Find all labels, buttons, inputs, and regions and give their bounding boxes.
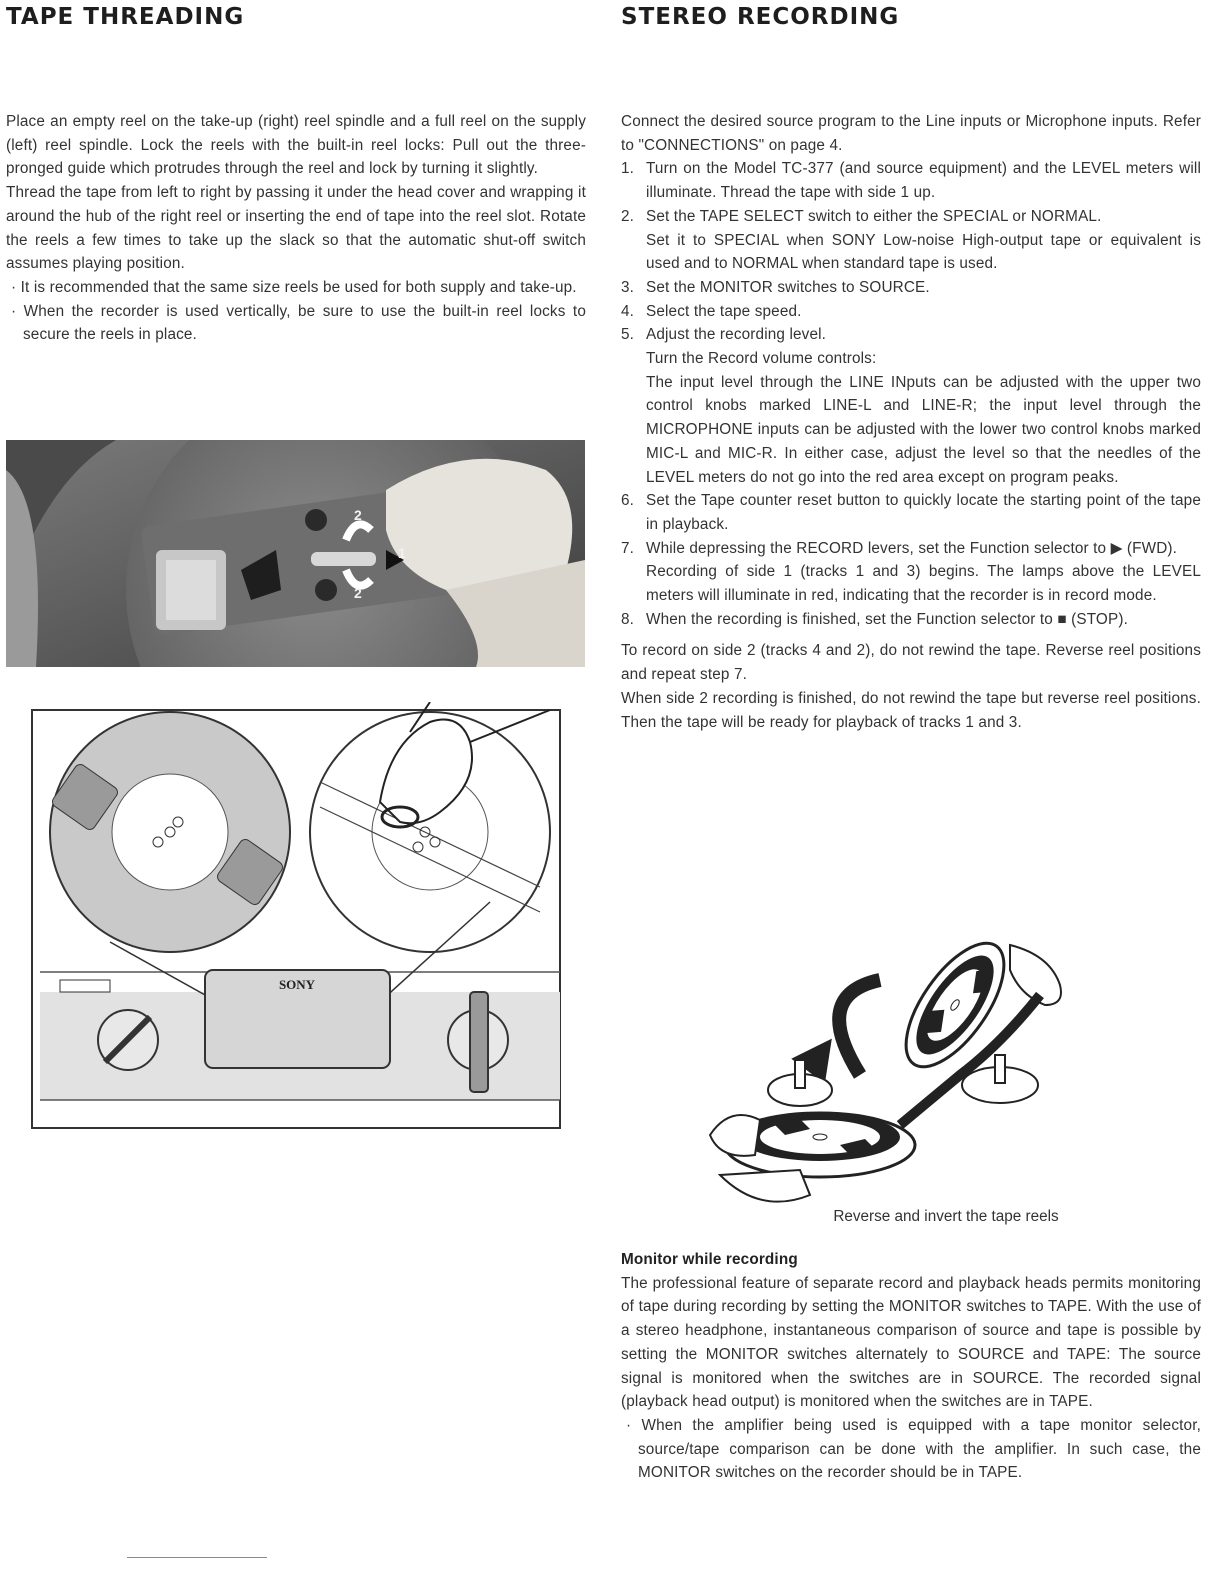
step-text: Set the Tape counter reset button to quickly locate the starting point of the tape in playback. [646, 492, 1201, 533]
step-text: Set the MONITOR switches to SOURCE. [646, 278, 930, 296]
step-text: Select the tape speed. [646, 302, 802, 320]
step-text: When the recording is finished, set the Function selector to ■ (STOP). [646, 610, 1128, 628]
bottom-rule [127, 1557, 267, 1558]
step-7-detail: Recording of side 1 (tracks 1 and 3) begins. The lamps above the LEVEL meters will illuminate in red, indicating that the recorder is in record mode. [646, 563, 1201, 605]
step-4 [621, 300, 1201, 324]
paragraph: Thread the tape from left to right by passing it under the head cover and wrapping it around the hub of the right reel or inserting the end of tape into the reel slot. Rotate the reels a few times to take up the slack so that the automatic shut-off switch assumes playing position. [6, 184, 586, 273]
step-number: 4. [621, 302, 635, 320]
photo-label-2-bottom: 2 [354, 585, 362, 601]
paragraph: Place an empty reel on the take-up (right) reel spindle and a full reel on the supply (left) reel spindle. Lock the reels with the built-in reel locks: Pull out the three-pronged guide which protrudes through the reel and lock by turning it slightly. [6, 113, 586, 178]
section-title-tape-threading: TAPE THREADING [6, 4, 245, 30]
step-number: 6. [621, 492, 635, 510]
step-number: 3. [621, 278, 635, 296]
step-number: 1. [621, 160, 635, 178]
step-3 [621, 276, 1201, 300]
sony-logo: SONY [278, 977, 316, 992]
reverse-reels-illustration [700, 925, 1100, 1215]
step-2 [621, 205, 1201, 229]
step-5-detail: Turn the Record volume controls: [646, 350, 877, 368]
intro-paragraph: Connect the desired source program to the Line inputs or Microphone inputs. Refer to "CONNECTIONS" on page 4. [621, 113, 1201, 154]
bullet-item: · When the recorder is used vertically, be sure to use the built-in reel locks to secure the reels in place. [11, 302, 586, 344]
step-number: 2. [621, 207, 635, 225]
step-5 [621, 323, 1201, 347]
step-2-detail: Set it to SPECIAL when SONY Low-noise High-output tape or equivalent is used and to NORMAL when standard tape is used. [646, 231, 1201, 273]
tape-threading-drawing [30, 702, 564, 1130]
step-text: Adjust the recording level. [646, 326, 827, 344]
paragraph: To record on side 2 (tracks 4 and 2), do not rewind the tape. Reverse reel positions and repeat step 7. [621, 642, 1201, 684]
step-text: While depressing the RECORD levers, set the Function selector to ▶ (FWD). [646, 539, 1178, 557]
monitor-heading: Monitor while recording [621, 1251, 798, 1268]
bullet-item: · It is recommended that the same size reels be used for both supply and take-up. [11, 278, 577, 296]
step-number: 8. [621, 610, 635, 628]
section-title-stereo-recording: STEREO RECORDING [621, 4, 900, 30]
step-8 [621, 608, 1201, 632]
step-number: 5. [621, 326, 635, 344]
paragraph: When side 2 recording is finished, do not rewind the tape but reverse reel positions. Then the tape will be ready for playback of tracks 1 and 3. [621, 689, 1201, 731]
monitor-bullet: · When the amplifier being used is equipped with a tape monitor selector, source/tape comparison can be done with the amplifier. In such case, the MONITOR switches on the recorder should be in TAPE. [626, 1416, 1201, 1482]
stereo-recording-body [621, 110, 1201, 734]
tape-threading-body [6, 110, 586, 347]
step-7 [621, 537, 1201, 561]
step-text: Set the TAPE SELECT switch to either the SPECIAL or NORMAL. [646, 207, 1102, 225]
photo-label-1: 1 [398, 545, 406, 561]
step-1 [621, 157, 1201, 204]
monitor-section [621, 1248, 1201, 1485]
step-text: Turn on the Model TC-377 (and source equipment) and the LEVEL meters will illuminate. Thread the tape with side 1 up. [646, 160, 1201, 202]
monitor-paragraph: The professional feature of separate record and playback heads permits monitoring of tape during recording by setting the MONITOR switches to TAPE. With the use of a stereo headphone, instantaneous comparison of source and tape is possible by setting the MONITOR switches alternately to SOURCE and TAPE: The source signal is monitored when the switches are in SOURCE. The recorded signal (playback head output) is monitored when the switches are in TAPE. [621, 1274, 1201, 1411]
step-5-detail: The input level through the LINE INputs can be adjusted with the upper two control knobs marked LINE-L and LINE-R; the input level through the MICROPHONE inputs can be adjusted with the lower two control knobs marked MIC-L and MIC-R. In either case, adjust the level so that the needles of the LEVEL meters do not go into the red area except on program peaks. [646, 373, 1201, 486]
reel-lock-photo [6, 440, 585, 667]
photo-label-2-top: 2 [354, 507, 362, 523]
step-number: 7. [621, 539, 635, 557]
reels-caption: Reverse and invert the tape reels [833, 1208, 1059, 1225]
step-6 [621, 489, 1201, 536]
